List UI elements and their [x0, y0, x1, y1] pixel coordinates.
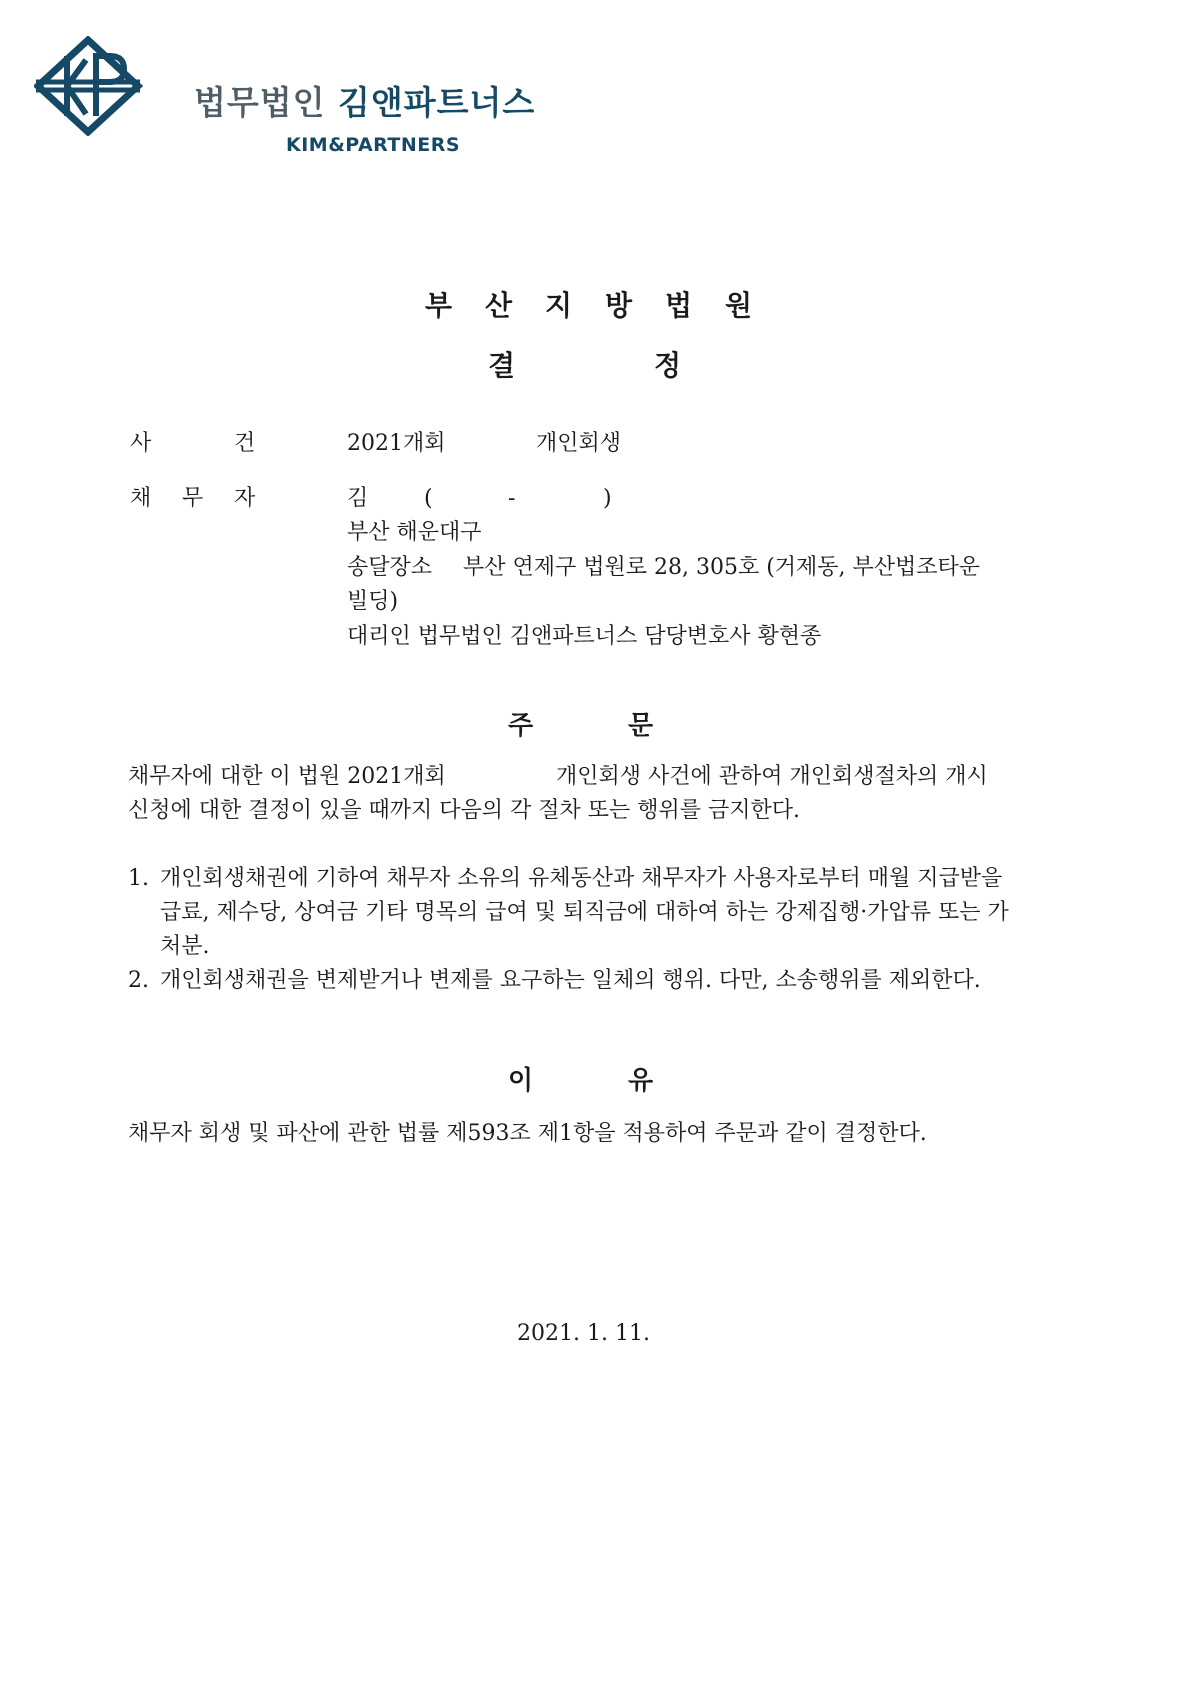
order-item	[128, 964, 1028, 998]
document-title-char: 정	[654, 349, 682, 382]
delivery-address: 부산 연제구 법원로 28, 305호 (거제동, 부산법조타운	[463, 555, 981, 580]
case-label-char: 건	[234, 431, 256, 456]
debtor-id-open: (	[424, 486, 433, 511]
debtor-id-dash: -	[508, 486, 516, 511]
delivery-address-cont: 빌딩)	[347, 589, 399, 614]
order-intro-line1-b: 개인회생 사건에 관하여 개인회생절차의 개시	[556, 764, 988, 789]
order-item-text: 개인회생채권을 변제받거나 변제를 요구하는 일체의 행위. 다만, 소송행위를 제외한다.	[160, 968, 981, 993]
debtor-label-char: 무	[182, 486, 204, 511]
firm-logo-mark	[34, 36, 144, 136]
order-intro-line2: 신청에 대한 결정이 있을 때까지 다음의 각 절차 또는 행위를 금지한다.	[128, 798, 800, 823]
delivery-label: 송달장소	[347, 555, 433, 580]
reason-heading-char: 유	[628, 1066, 654, 1096]
debtor-address: 부산 해운대구	[347, 520, 482, 545]
case-type: 개인회생	[536, 431, 622, 456]
order-item-number: 1.	[128, 866, 149, 891]
order-intro-line1-a: 채무자에 대한 이 법원 2021개회	[128, 764, 446, 789]
order-items	[128, 862, 1028, 998]
firm-name-korean: 법무법인 김앤파트너스	[194, 83, 536, 122]
order-item-text: 개인회생채권에 기하여 채무자 소유의 유체동산과 채무자가 사용자로부터 매월 지급받을 급료, 제수당, 상여금 기타 명목의 급여 및 퇴직금에 대하여 하는 강제집행·가압류 또는 가처분.	[160, 866, 1009, 959]
reason-heading-char: 이	[508, 1066, 534, 1096]
debtor-label-char: 채	[130, 486, 152, 511]
order-item-number: 2.	[128, 968, 149, 993]
court-name: 부 산 지 방 법 원	[425, 289, 753, 322]
debtor-agent: 대리인 법무법인 김앤파트너스 담당변호사 황현종	[347, 624, 822, 649]
firm-logo	[34, 36, 536, 156]
order-item	[128, 862, 1028, 964]
case-number: 2021개회	[347, 431, 446, 456]
order-heading-char: 주	[508, 711, 534, 741]
document-title-char: 결	[488, 349, 516, 382]
order-heading-char: 문	[628, 711, 654, 741]
case-label-char: 사	[130, 431, 152, 456]
firm-name-english: KIM&PARTNERS	[286, 134, 461, 156]
decision-date: 2021. 1. 11.	[517, 1321, 650, 1346]
debtor-label-char: 자	[234, 486, 256, 511]
debtor-id-close: )	[603, 486, 612, 511]
debtor-name: 김	[347, 486, 369, 511]
reason-text: 채무자 회생 및 파산에 관한 법률 제593조 제1항을 적용하여 주문과 같이 결정한다.	[128, 1121, 927, 1146]
